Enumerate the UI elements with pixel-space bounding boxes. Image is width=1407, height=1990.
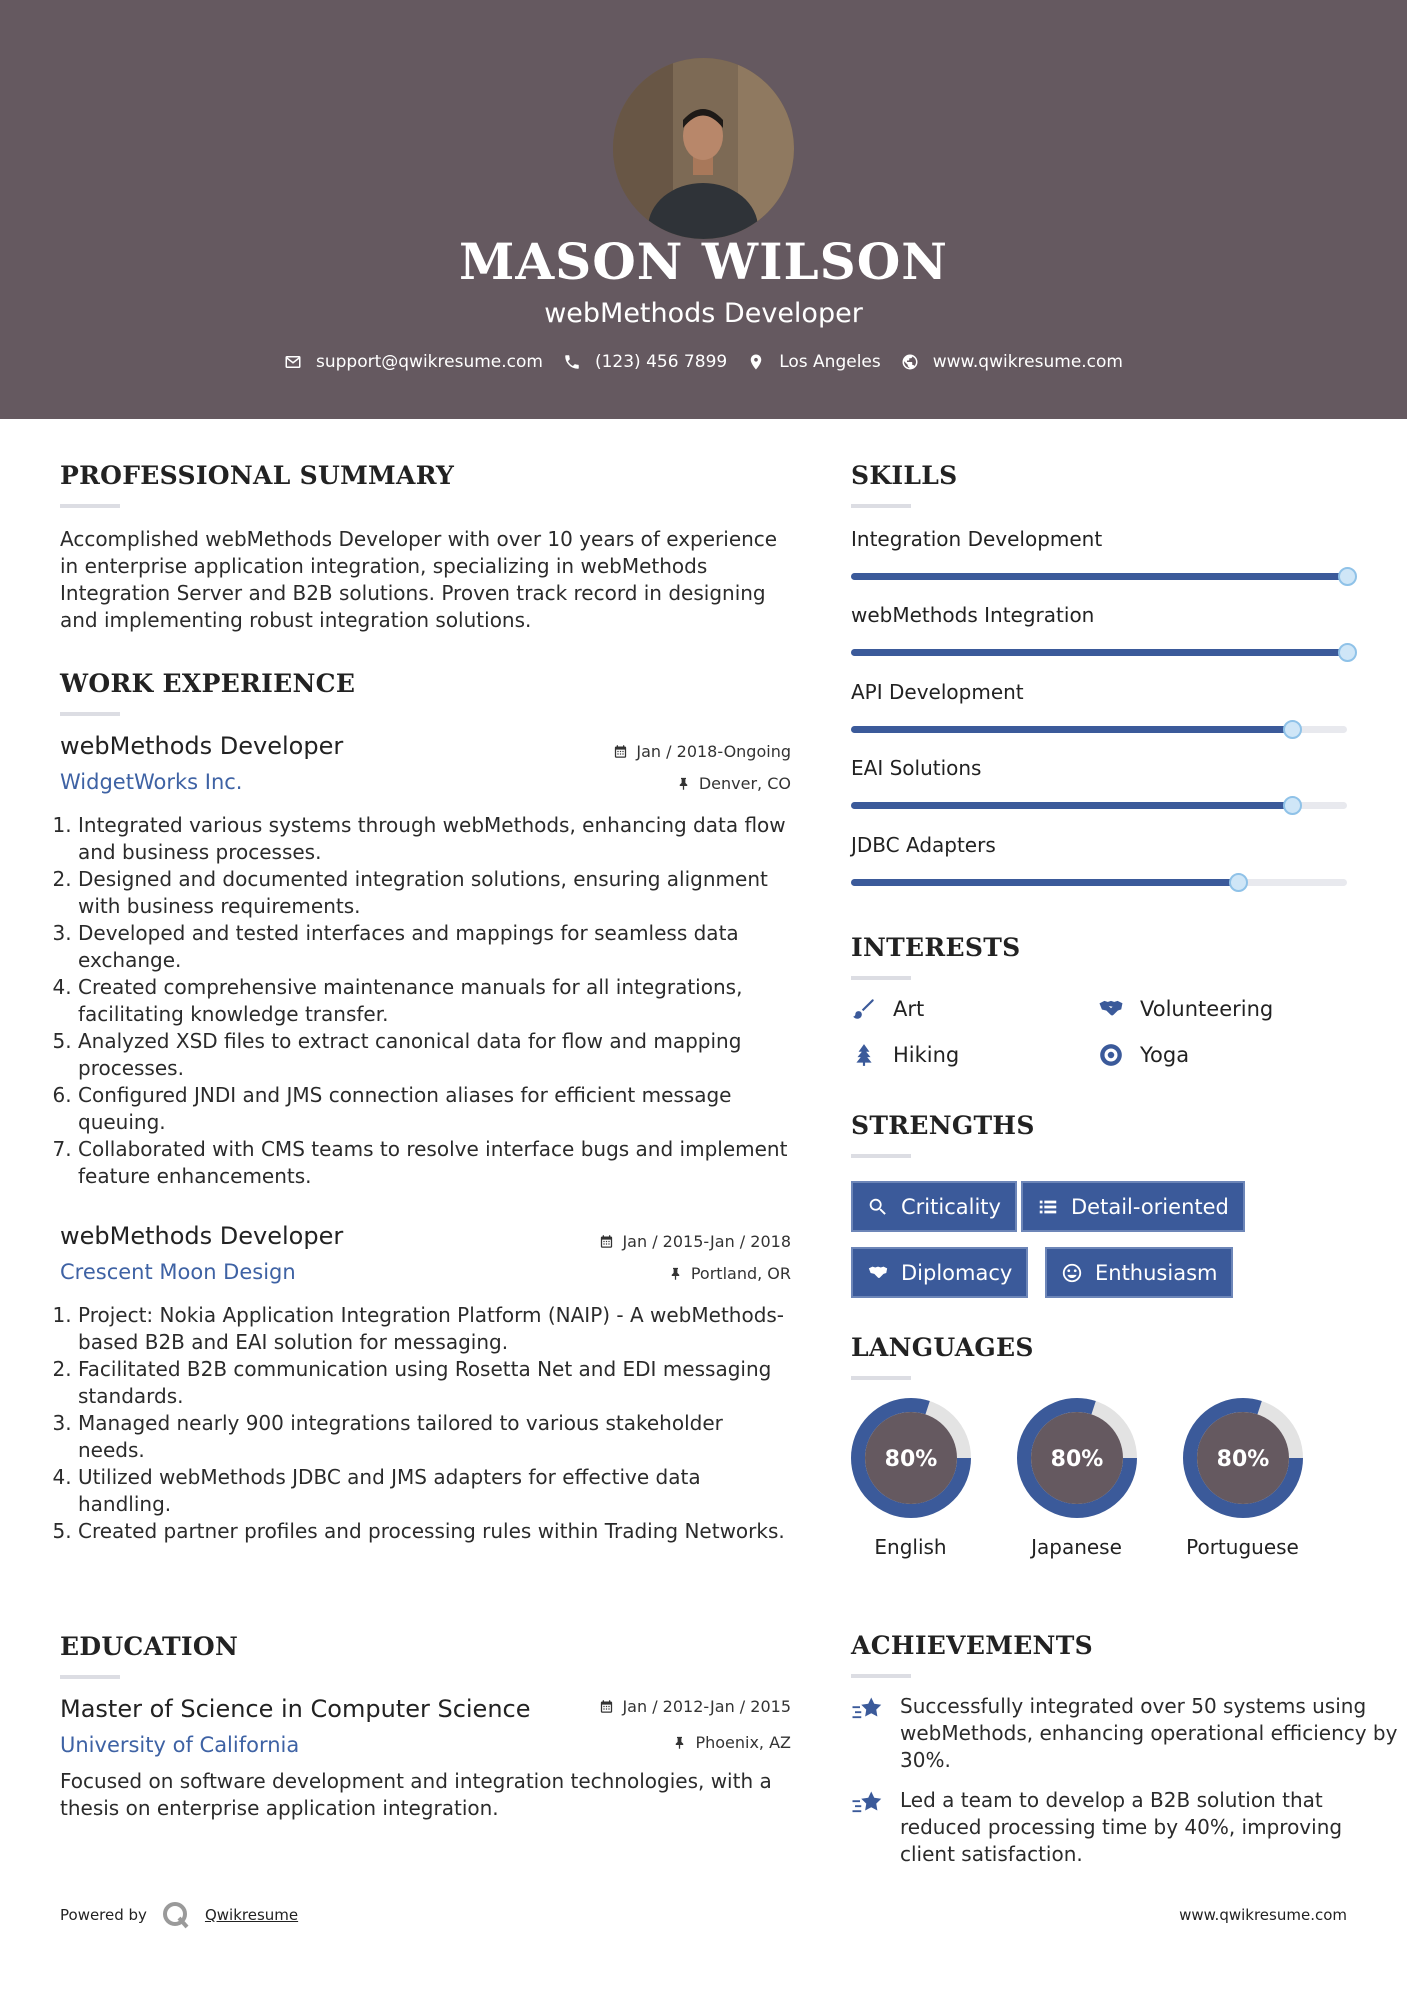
experience-underline: [60, 712, 120, 716]
calendar-icon: [613, 744, 628, 759]
search-icon: [867, 1196, 889, 1218]
contact-bar: [0, 352, 1407, 372]
language-english: [848, 1396, 973, 1561]
strength-label: Enthusiasm: [1095, 1260, 1218, 1285]
education-location: [672, 1733, 791, 1752]
list-item: 5. Created partner profiles and processing rules within Trading Networks.: [78, 1518, 792, 1545]
skill-2-bar: [851, 649, 1347, 656]
education-heading: EDUCATION: [60, 1632, 239, 1661]
list-item: 4. Created comprehensive maintenance manuals for all integrations, facilitating knowledge transfer.: [78, 974, 792, 1028]
education-dates-text: Jan / 2012-Jan / 2015: [622, 1697, 791, 1716]
strength-label: Diplomacy: [901, 1260, 1013, 1285]
skill-knob: [1283, 720, 1302, 739]
interests-underline: [851, 976, 911, 980]
calendar-icon: [599, 1234, 614, 1249]
website-text: www.qwikresume.com: [932, 352, 1123, 372]
contact-email[interactable]: [284, 352, 543, 372]
contact-location: [747, 352, 881, 372]
skill-1-bar: [851, 573, 1347, 580]
summary-underline: [60, 504, 120, 508]
job-2-dates: [599, 1232, 791, 1251]
job-2-duties: [52, 1302, 792, 1545]
job-2-location-text: Portland, OR: [690, 1264, 791, 1283]
skill-knob: [1229, 873, 1248, 892]
handshake-icon: [867, 1262, 889, 1284]
skill-4-name: EAI Solutions: [851, 756, 982, 780]
interest-hiking: [851, 1042, 959, 1068]
education-underline: [60, 1675, 120, 1679]
email-text: support@qwikresume.com: [316, 352, 543, 372]
phone-text: (123) 456 7899: [594, 352, 728, 372]
resume-header: [0, 0, 1407, 419]
strength-label: Criticality: [901, 1194, 1001, 1219]
job-1-location: [676, 774, 791, 793]
strength-tag-detail-oriented: [1021, 1181, 1245, 1232]
brand-link[interactable]: Qwikresume: [204, 1906, 299, 1924]
list-item: 2. Designed and documented integration solutions, ensuring alignment with business requirements.: [78, 866, 792, 920]
achievements-heading: ACHIEVEMENTS: [851, 1631, 1093, 1660]
list-item: 1. Integrated various systems through webMethods, enhancing data flow and business processes.: [78, 812, 792, 866]
language-percent: 80%: [884, 1447, 937, 1472]
qwikresume-logo-icon: [161, 1900, 191, 1930]
job-1-dates-text: Jan / 2018-Ongoing: [636, 742, 791, 761]
achievement-2: [851, 1787, 1400, 1868]
language-portuguese: [1180, 1396, 1305, 1561]
skill-4-bar: [851, 802, 1347, 809]
interests-heading: INTERESTS: [851, 933, 1021, 962]
envelope-icon: [284, 353, 302, 371]
interest-label: Hiking: [893, 1043, 960, 1067]
candidate-name: MASON WILSON: [459, 232, 948, 291]
strengths-underline: [851, 1154, 911, 1158]
strength-label: Detail-oriented: [1071, 1194, 1229, 1219]
list-item: 7. Collaborated with CMS teams to resolve interface bugs and implement feature enhancements.: [78, 1136, 792, 1190]
phone-icon: [563, 353, 581, 371]
language-name: English: [874, 1535, 947, 1559]
list-item: 4. Utilized webMethods JDBC and JMS adapters for effective data handling.: [78, 1464, 792, 1518]
skill-3-bar: [851, 726, 1347, 733]
interest-label: Yoga: [1140, 1043, 1190, 1067]
strength-tag-criticality: [851, 1181, 1017, 1232]
job-1-company: WidgetWorks Inc.: [60, 770, 243, 794]
contact-phone[interactable]: [563, 352, 727, 372]
skill-1-name: Integration Development: [851, 527, 1103, 551]
footer-website[interactable]: www.qwikresume.com: [1179, 1906, 1347, 1924]
job-1-dates: [613, 742, 791, 761]
achievements-underline: [851, 1674, 911, 1678]
interest-label: Volunteering: [1140, 997, 1274, 1021]
shooting-star-icon: [851, 1789, 884, 1819]
language-ring: [1181, 1396, 1305, 1520]
achievement-1: [851, 1693, 1400, 1774]
globe-icon: [901, 353, 919, 371]
list-item: 6. Configured JNDI and JMS connection aliases for efficient message queuing.: [78, 1082, 792, 1136]
skill-knob: [1338, 567, 1357, 586]
summary-text: Accomplished webMethods Developer with over 10 years of experience in enterprise application integration, specializing in webMethods Integration Server and B2B solutions. Proven track record in designing and implementing robust integration solutions.: [60, 527, 778, 632]
education-location-text: Phoenix, AZ: [695, 1733, 791, 1752]
pushpin-icon: [668, 1266, 683, 1281]
skill-5-bar: [851, 879, 1347, 886]
language-percent: 80%: [1216, 1447, 1269, 1472]
job-1-duties: [52, 812, 792, 1190]
education-dates: [599, 1697, 791, 1716]
handshake-icon: [1098, 996, 1124, 1022]
languages-underline: [851, 1376, 911, 1380]
skill-knob: [1338, 643, 1357, 662]
job-2-dates-text: Jan / 2015-Jan / 2018: [622, 1232, 791, 1251]
footer-powered-by: [60, 1900, 298, 1930]
shooting-star-icon: [851, 1695, 884, 1725]
interest-art: [851, 996, 924, 1022]
experience-heading: WORK EXPERIENCE: [60, 669, 356, 698]
job-2-title: webMethods Developer: [60, 1222, 344, 1250]
language-ring: [1015, 1396, 1139, 1520]
list-item: 2. Facilitated B2B communication using Rosetta Net and EDI messaging standards.: [78, 1356, 792, 1410]
paintbrush-icon: [851, 996, 877, 1022]
degree-title: Master of Science in Computer Science: [60, 1695, 531, 1723]
pushpin-icon: [676, 776, 691, 791]
profile-photo: [613, 58, 794, 239]
list-item: 5. Analyzed XSD files to extract canonical data for flow and mapping processes.: [78, 1028, 792, 1082]
language-percent: 80%: [1050, 1447, 1103, 1472]
skill-5-name: JDBC Adapters: [851, 833, 996, 857]
interest-yoga: [1098, 1042, 1189, 1068]
strength-tag-diplomacy: [851, 1247, 1028, 1298]
list-item: 3. Developed and tested interfaces and mappings for seamless data exchange.: [78, 920, 792, 974]
language-name: Japanese: [1031, 1535, 1122, 1559]
skill-2-name: webMethods Integration: [851, 603, 1095, 627]
lifebuoy-icon: [1098, 1042, 1124, 1068]
language-name: Portuguese: [1186, 1535, 1299, 1559]
calendar-icon: [599, 1699, 614, 1714]
map-pin-icon: [747, 353, 765, 371]
list-item: 1. Project: Nokia Application Integration Platform (NAIP) - A webMethods-based B2B and EAI solution for messaging.: [78, 1302, 792, 1356]
skill-knob: [1283, 796, 1302, 815]
pushpin-icon: [672, 1735, 687, 1750]
summary-heading: PROFESSIONAL SUMMARY: [60, 461, 455, 490]
education-description: Focused on software development and integration technologies, with a thesis on enterprise application integration.: [60, 1769, 772, 1820]
language-japanese: [1014, 1396, 1139, 1561]
powered-by-label: Powered by: [60, 1906, 147, 1924]
school-name: University of California: [60, 1733, 300, 1757]
skills-underline: [851, 504, 911, 508]
interest-label: Art: [893, 997, 925, 1021]
job-2-location: [668, 1264, 791, 1283]
job-1-title: webMethods Developer: [60, 732, 344, 760]
location-text: Los Angeles: [779, 352, 881, 372]
languages-heading: LANGUAGES: [851, 1333, 1034, 1362]
job-1-location-text: Denver, CO: [698, 774, 791, 793]
contact-website[interactable]: [901, 352, 1123, 372]
language-ring: [849, 1396, 973, 1520]
tree-icon: [851, 1042, 877, 1068]
skill-3-name: API Development: [851, 680, 1024, 704]
list-item: 3. Managed nearly 900 integrations tailored to various stakeholder needs.: [78, 1410, 792, 1464]
achievement-text: Successfully integrated over 50 systems using webMethods, enhancing operational efficiency by 30%.: [900, 1694, 1398, 1772]
job-2-company: Crescent Moon Design: [60, 1260, 296, 1284]
candidate-title: webMethods Developer: [544, 298, 863, 329]
strengths-heading: STRENGTHS: [851, 1111, 1035, 1140]
strength-tag-enthusiasm: [1045, 1247, 1233, 1298]
skills-heading: SKILLS: [851, 461, 958, 490]
achievement-text: Led a team to develop a B2B solution that reduced processing time by 40%, improving client satisfaction.: [900, 1788, 1343, 1866]
interest-volunteering: [1098, 996, 1273, 1022]
smile-icon: [1061, 1262, 1083, 1284]
list-icon: [1037, 1196, 1059, 1218]
